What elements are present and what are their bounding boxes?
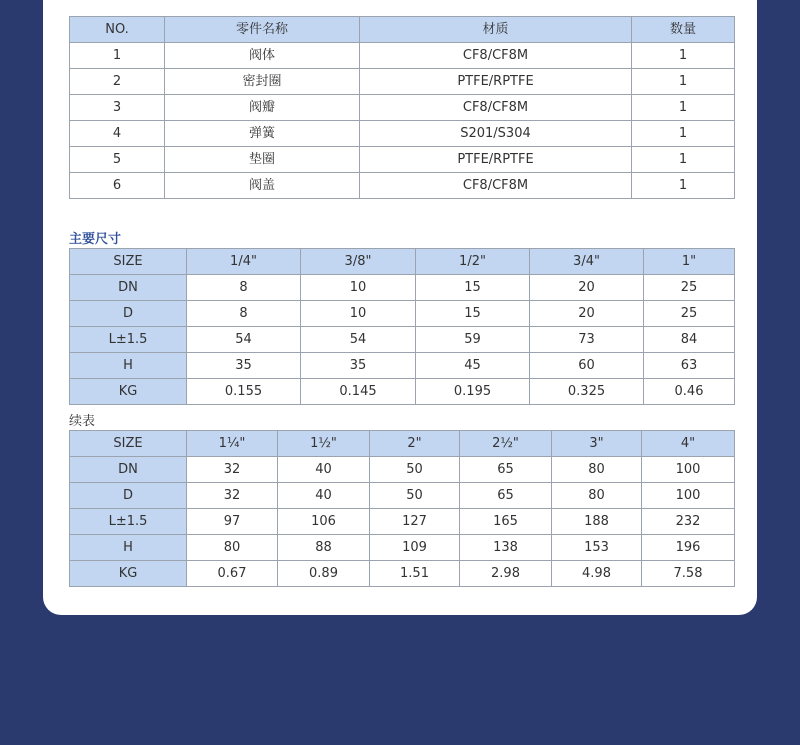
table-cell: 54 — [187, 327, 301, 353]
row-label: DN — [70, 275, 187, 301]
table-cell: S201/S304 — [360, 121, 632, 147]
row-label: L±1.5 — [70, 509, 187, 535]
table-cell: 8 — [187, 301, 301, 327]
table-cell: 50 — [370, 457, 460, 483]
table-cell: 100 — [642, 457, 735, 483]
table-cell: 196 — [642, 535, 735, 561]
table-cell: PTFE/RPTFE — [360, 69, 632, 95]
table-cell: 阀瓣 — [165, 95, 360, 121]
table-cell: 40 — [278, 483, 370, 509]
row-label: D — [70, 483, 187, 509]
table-row — [70, 327, 735, 353]
table-cell: 垫圈 — [165, 147, 360, 173]
table-cell: 80 — [187, 535, 278, 561]
table-row — [70, 275, 735, 301]
header-cell: 3/4" — [530, 249, 644, 275]
table-cell: 35 — [301, 353, 416, 379]
table-cell: 弹簧 — [165, 121, 360, 147]
table-row — [70, 173, 735, 199]
table-cell: 1.51 — [370, 561, 460, 587]
table-cell: 100 — [642, 483, 735, 509]
table-row — [70, 457, 735, 483]
table-row — [70, 353, 735, 379]
table-row — [70, 379, 735, 405]
table-cell: 88 — [278, 535, 370, 561]
table-cell: 0.67 — [187, 561, 278, 587]
table-cell: 59 — [416, 327, 530, 353]
header-cell: NO. — [70, 17, 165, 43]
table-cell: 165 — [460, 509, 552, 535]
table-cell: 35 — [187, 353, 301, 379]
row-label: KG — [70, 379, 187, 405]
table-cell: 153 — [552, 535, 642, 561]
dimensions-table-1 — [69, 248, 735, 405]
table-cell: 232 — [642, 509, 735, 535]
header-cell: 数量 — [632, 17, 735, 43]
table-cell: 0.89 — [278, 561, 370, 587]
table-cell: 97 — [187, 509, 278, 535]
table-cell: 8 — [187, 275, 301, 301]
table-cell: 7.58 — [642, 561, 735, 587]
row-label: H — [70, 353, 187, 379]
header-cell: 2" — [370, 431, 460, 457]
table-cell: 阀体 — [165, 43, 360, 69]
table-cell: CF8/CF8M — [360, 95, 632, 121]
header-cell: 4" — [642, 431, 735, 457]
table-cell: 1 — [632, 69, 735, 95]
table-cell: 63 — [644, 353, 735, 379]
table-cell: 32 — [187, 483, 278, 509]
table-cell: 65 — [460, 457, 552, 483]
table-cell: 20 — [530, 301, 644, 327]
table-cell: 0.155 — [187, 379, 301, 405]
table-cell: 80 — [552, 457, 642, 483]
table-cell: 4.98 — [552, 561, 642, 587]
table-cell: CF8/CF8M — [360, 43, 632, 69]
table-cell: 73 — [530, 327, 644, 353]
table-cell: 15 — [416, 301, 530, 327]
header-cell: 1/2" — [416, 249, 530, 275]
parts-header-row — [70, 17, 735, 43]
table-cell: 45 — [416, 353, 530, 379]
header-cell: 2½" — [460, 431, 552, 457]
table-cell: 54 — [301, 327, 416, 353]
table-cell: 60 — [530, 353, 644, 379]
table-cell: 0.145 — [301, 379, 416, 405]
row-label: H — [70, 535, 187, 561]
dimensions-table-2 — [69, 430, 735, 587]
header-cell: 1" — [644, 249, 735, 275]
table-cell: 密封圈 — [165, 69, 360, 95]
header-cell: 3/8" — [301, 249, 416, 275]
parts-table — [69, 16, 735, 199]
table-row — [70, 95, 735, 121]
table-cell: 15 — [416, 275, 530, 301]
table-cell: 138 — [460, 535, 552, 561]
table-cell: 0.195 — [416, 379, 530, 405]
table-cell: 25 — [644, 301, 735, 327]
table-cell: 1 — [632, 173, 735, 199]
table-cell: 1 — [632, 43, 735, 69]
table-cell: 1 — [632, 95, 735, 121]
table-cell: 20 — [530, 275, 644, 301]
table-cell: 84 — [644, 327, 735, 353]
table-cell: 0.325 — [530, 379, 644, 405]
table-cell: 32 — [187, 457, 278, 483]
table-cell: 10 — [301, 275, 416, 301]
table-cell: 1 — [632, 121, 735, 147]
continued-label: 续表 — [69, 414, 96, 429]
table-cell: 1 — [632, 147, 735, 173]
table-row — [70, 509, 735, 535]
table-cell: 127 — [370, 509, 460, 535]
table-row — [70, 147, 735, 173]
dimensions-title: 主要尺寸 — [69, 232, 122, 247]
table-cell: 5 — [70, 147, 165, 173]
size-header-row — [70, 249, 735, 275]
header-cell: 3" — [552, 431, 642, 457]
header-cell: 零件名称 — [165, 17, 360, 43]
table-cell: 3 — [70, 95, 165, 121]
row-label: D — [70, 301, 187, 327]
table-cell: 10 — [301, 301, 416, 327]
table-cell: 50 — [370, 483, 460, 509]
table-cell: 6 — [70, 173, 165, 199]
row-label: DN — [70, 457, 187, 483]
table-cell: 40 — [278, 457, 370, 483]
header-cell: SIZE — [70, 431, 187, 457]
header-cell: 1½" — [278, 431, 370, 457]
table-row — [70, 43, 735, 69]
table-cell: 2 — [70, 69, 165, 95]
header-cell: 1/4" — [187, 249, 301, 275]
size-header-row — [70, 431, 735, 457]
header-cell: 1¼" — [187, 431, 278, 457]
table-row — [70, 483, 735, 509]
row-label: L±1.5 — [70, 327, 187, 353]
table-cell: 1 — [70, 43, 165, 69]
table-cell: 106 — [278, 509, 370, 535]
table-cell: PTFE/RPTFE — [360, 147, 632, 173]
table-row — [70, 69, 735, 95]
table-cell: CF8/CF8M — [360, 173, 632, 199]
table-row — [70, 561, 735, 587]
table-row — [70, 535, 735, 561]
table-row — [70, 121, 735, 147]
table-cell: 65 — [460, 483, 552, 509]
table-cell: 阀盖 — [165, 173, 360, 199]
row-label: KG — [70, 561, 187, 587]
table-cell: 0.46 — [644, 379, 735, 405]
table-row — [70, 301, 735, 327]
header-cell: 材质 — [360, 17, 632, 43]
table-cell: 188 — [552, 509, 642, 535]
table-cell: 25 — [644, 275, 735, 301]
table-cell: 80 — [552, 483, 642, 509]
table-cell: 2.98 — [460, 561, 552, 587]
table-cell: 109 — [370, 535, 460, 561]
header-cell: SIZE — [70, 249, 187, 275]
table-cell: 4 — [70, 121, 165, 147]
